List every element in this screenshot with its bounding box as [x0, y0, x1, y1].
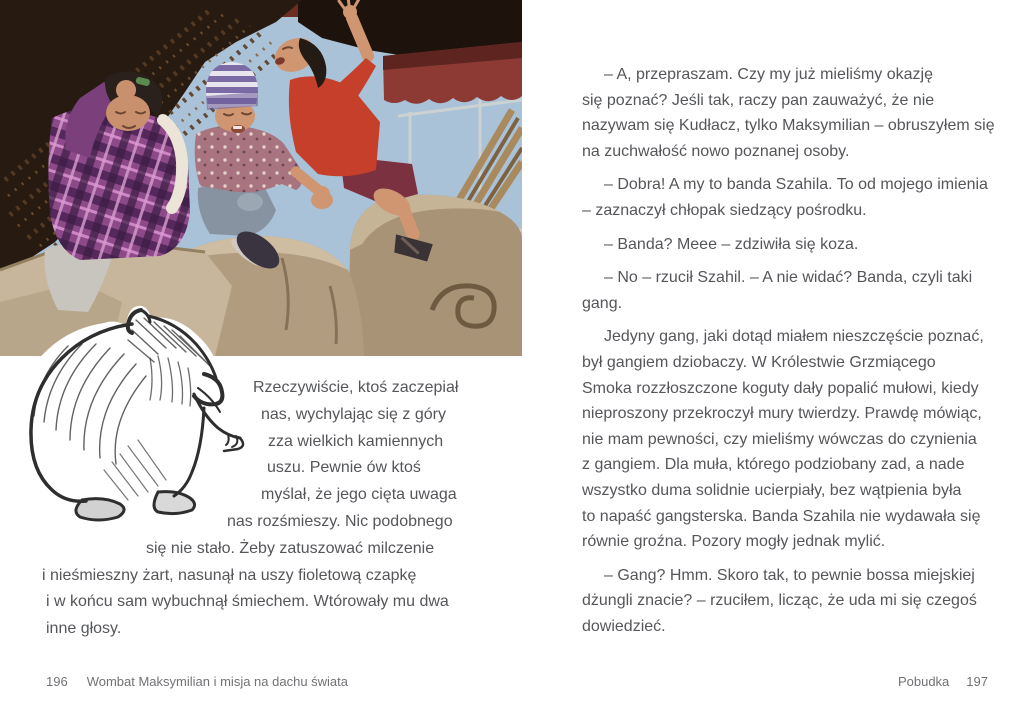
story-line: Smoka rozzłoszczone koguty dały popalić mułowi, kiedy — [582, 379, 979, 397]
left-page-paragraph — [0, 375, 500, 643]
paragraph — [582, 172, 1002, 223]
paragraph — [582, 62, 1002, 164]
page-number-left: 196 — [46, 674, 68, 689]
story-line: nas, wychylając się z góry — [261, 405, 446, 423]
story-line: gang. — [582, 294, 623, 312]
story-line: się nie stało. Żeby zatuszować milczenie — [146, 539, 435, 557]
story-line: na zuchwałość nowo poznanej osoby. — [582, 142, 850, 160]
story-line: był gangiem dziobaczy. W Królestwie Grzmiącego — [582, 353, 936, 371]
right-page-text — [582, 62, 1002, 647]
story-line: – A, przepraszam. Czy my już mieliśmy okazję — [604, 66, 933, 83]
paragraph — [582, 563, 1002, 640]
paragraph — [582, 324, 1002, 554]
story-line: myślał, że jego cięta uwaga — [261, 486, 457, 504]
story-line: z gangiem. Dla muła, którego podziobany zad, a nade — [582, 456, 965, 474]
story-line: to napaść gangsterska. Banda Szahila nie wydawała się — [582, 507, 981, 525]
story-line: wszystko duma solidnie ucierpiały, bez wątpienia była — [582, 481, 962, 499]
story-line: nas rozśmieszy. Nic podobnego — [227, 512, 453, 530]
story-line: Rzeczywiście, ktoś zaczepiał — [253, 379, 459, 396]
story-line: nieproszony przekroczył mury twierdzy. Prawdę mówiąc, — [582, 405, 982, 423]
story-line: – zaznaczył chłopak siedzący pośrodku. — [582, 201, 867, 219]
paragraph — [582, 265, 1002, 316]
story-line: i w końcu sam wybuchnął śmiechem. Wtórowały mu dwa — [46, 593, 449, 611]
story-line: – Banda? Meee – zdziwiła się koza. — [604, 235, 859, 253]
page-number-right: 197 — [966, 674, 988, 689]
story-line: – Dobra! A my to banda Szahila. To od mojego imienia — [604, 176, 988, 194]
paragraph — [582, 232, 1002, 258]
story-line: zza wielkich kamiennych — [268, 432, 444, 450]
right-page-footer — [898, 674, 988, 689]
left-page-footer — [46, 674, 348, 689]
story-line: równie groźna. Pozory mogły jednak mylić. — [582, 533, 886, 551]
story-line: dowiedzieć. — [582, 617, 666, 635]
story-line: i nieśmieszny żart, nasunął na uszy fioletową czapkę — [42, 566, 417, 584]
story-line: inne głosy. — [46, 620, 122, 638]
story-line: – Gang? Hmm. Skoro tak, to pewnie bossa miejskiej — [604, 566, 975, 584]
chapter-title-footer: Pobudka — [897, 674, 950, 689]
story-line: – No – rzucił Szahil. – A nie widać? Banda, czyli taki — [604, 269, 973, 287]
book-title-footer: Wombat Maksymilian i misja na dachu świata — [86, 674, 349, 689]
story-line: się poznać? Jeśli tak, raczy pan zauważyć, że nie — [582, 91, 935, 109]
story-line: uszu. Pewnie ów ktoś — [267, 459, 421, 477]
story-line: nazywam się Kudłacz, tylko Maksymilian – obruszyłem się — [582, 117, 995, 135]
story-line: Jedyny gang, jaki dotąd miałem nieszczęście poznać, — [604, 328, 984, 346]
story-line: dżungli znacie? – rzuciłem, licząc, że uda mi się czegoś — [582, 592, 977, 610]
story-line: nie mam pewności, czy mieliśmy wówczas do czynienia — [582, 430, 977, 448]
